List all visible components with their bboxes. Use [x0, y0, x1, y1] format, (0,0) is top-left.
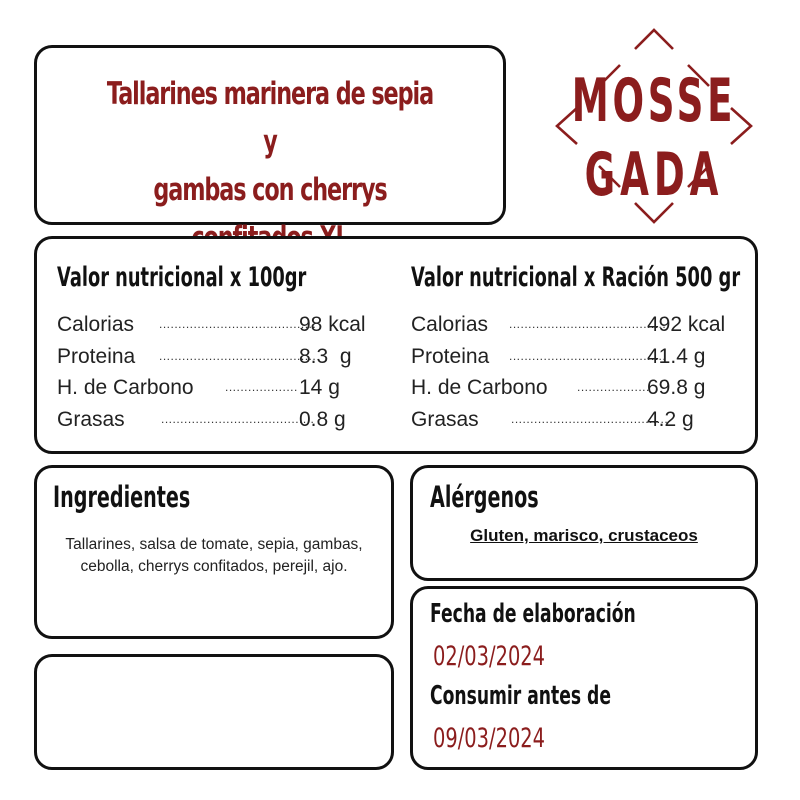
leader-dots: ......................................... [509, 348, 667, 363]
leader-dots: ......................................... [159, 348, 317, 363]
nutrition-row-carbs [57, 372, 377, 404]
nutrition-per-serving [411, 261, 741, 435]
nutrient-value: 4.2 g [647, 407, 694, 431]
nutrition-row-fat [57, 404, 377, 436]
nutrition-row-calories [411, 309, 741, 341]
nutrient-label: H. de Carbono [57, 376, 194, 399]
allergens-heading: Alérgenos [430, 480, 539, 514]
product-title-card [34, 45, 506, 225]
brand-logo-text-2: GADA [584, 139, 724, 210]
brand-logo [555, 28, 753, 224]
product-title-line-2: gambas con cherrys [153, 172, 387, 208]
nutrient-value: 41.4 g [647, 344, 706, 368]
brand-logo-mark [555, 28, 753, 224]
allergens-card [410, 465, 758, 581]
nutrient-label: Proteina [57, 344, 136, 368]
nutrient-value: 492 kcal [647, 313, 726, 336]
nutrient-label: Grasas [411, 407, 479, 431]
allergens-text: Gluten, marisco, crustaceos [470, 526, 698, 545]
nutrient-label: Calorias [411, 313, 489, 336]
nutrient-label: H. de Carbono [411, 376, 548, 399]
nutrition-card [34, 236, 758, 454]
nutrient-label: Calorias [57, 313, 135, 336]
nutrient-label: Proteina [411, 344, 490, 368]
nutrient-label: Grasas [57, 407, 125, 431]
leader-dots: ......................................... [159, 317, 317, 331]
nutrition-heading-100g: Valor nutricional x 100gr [57, 262, 307, 293]
ingredients-text: Tallarines, salsa de tomate, sepia, gambas, cebolla, cherrys confitados, perejil, ajo. [65, 536, 363, 575]
nutrition-heading-serving: Valor nutricional x Ración 500 gr [411, 262, 741, 293]
expiry-date-label: Consumir antes de [430, 681, 611, 711]
nutrient-value: 98 kcal [299, 313, 366, 336]
nutrition-per-100g [57, 261, 377, 435]
leader-dots: ......................................... [509, 317, 667, 331]
ingredients-card [34, 465, 394, 639]
leader-dots: ......................................... [511, 411, 669, 426]
nutrition-row-protein [57, 341, 377, 373]
brand-logo-text-1: MOSSE [571, 65, 737, 136]
product-title [37, 70, 503, 262]
leader-dots: ................... [225, 380, 298, 394]
nutrient-value: 14 g [299, 376, 340, 399]
nutrition-row-fat [411, 404, 741, 436]
leader-dots: ........................................ [161, 411, 315, 426]
elaboration-date-label: Fecha de elaboración [430, 599, 636, 629]
product-title-line-1: Tallarines marinera de sepia y [106, 76, 434, 160]
nutrient-value: 8.3 g [299, 344, 352, 368]
nutrient-value: 69.8 g [647, 376, 706, 399]
elaboration-date-value: 02/03/2024 [433, 641, 546, 672]
ingredients-heading: Ingredientes [53, 480, 191, 514]
expiry-date-value: 09/03/2024 [433, 723, 546, 754]
leader-dots: ................... [577, 380, 650, 394]
nutrition-row-calories [57, 309, 377, 341]
blank-card [34, 654, 394, 770]
dates-card [410, 586, 758, 770]
nutrition-row-protein [411, 341, 741, 373]
nutrient-value: 0.8 g [299, 407, 346, 431]
nutrition-row-carbs [411, 372, 741, 404]
